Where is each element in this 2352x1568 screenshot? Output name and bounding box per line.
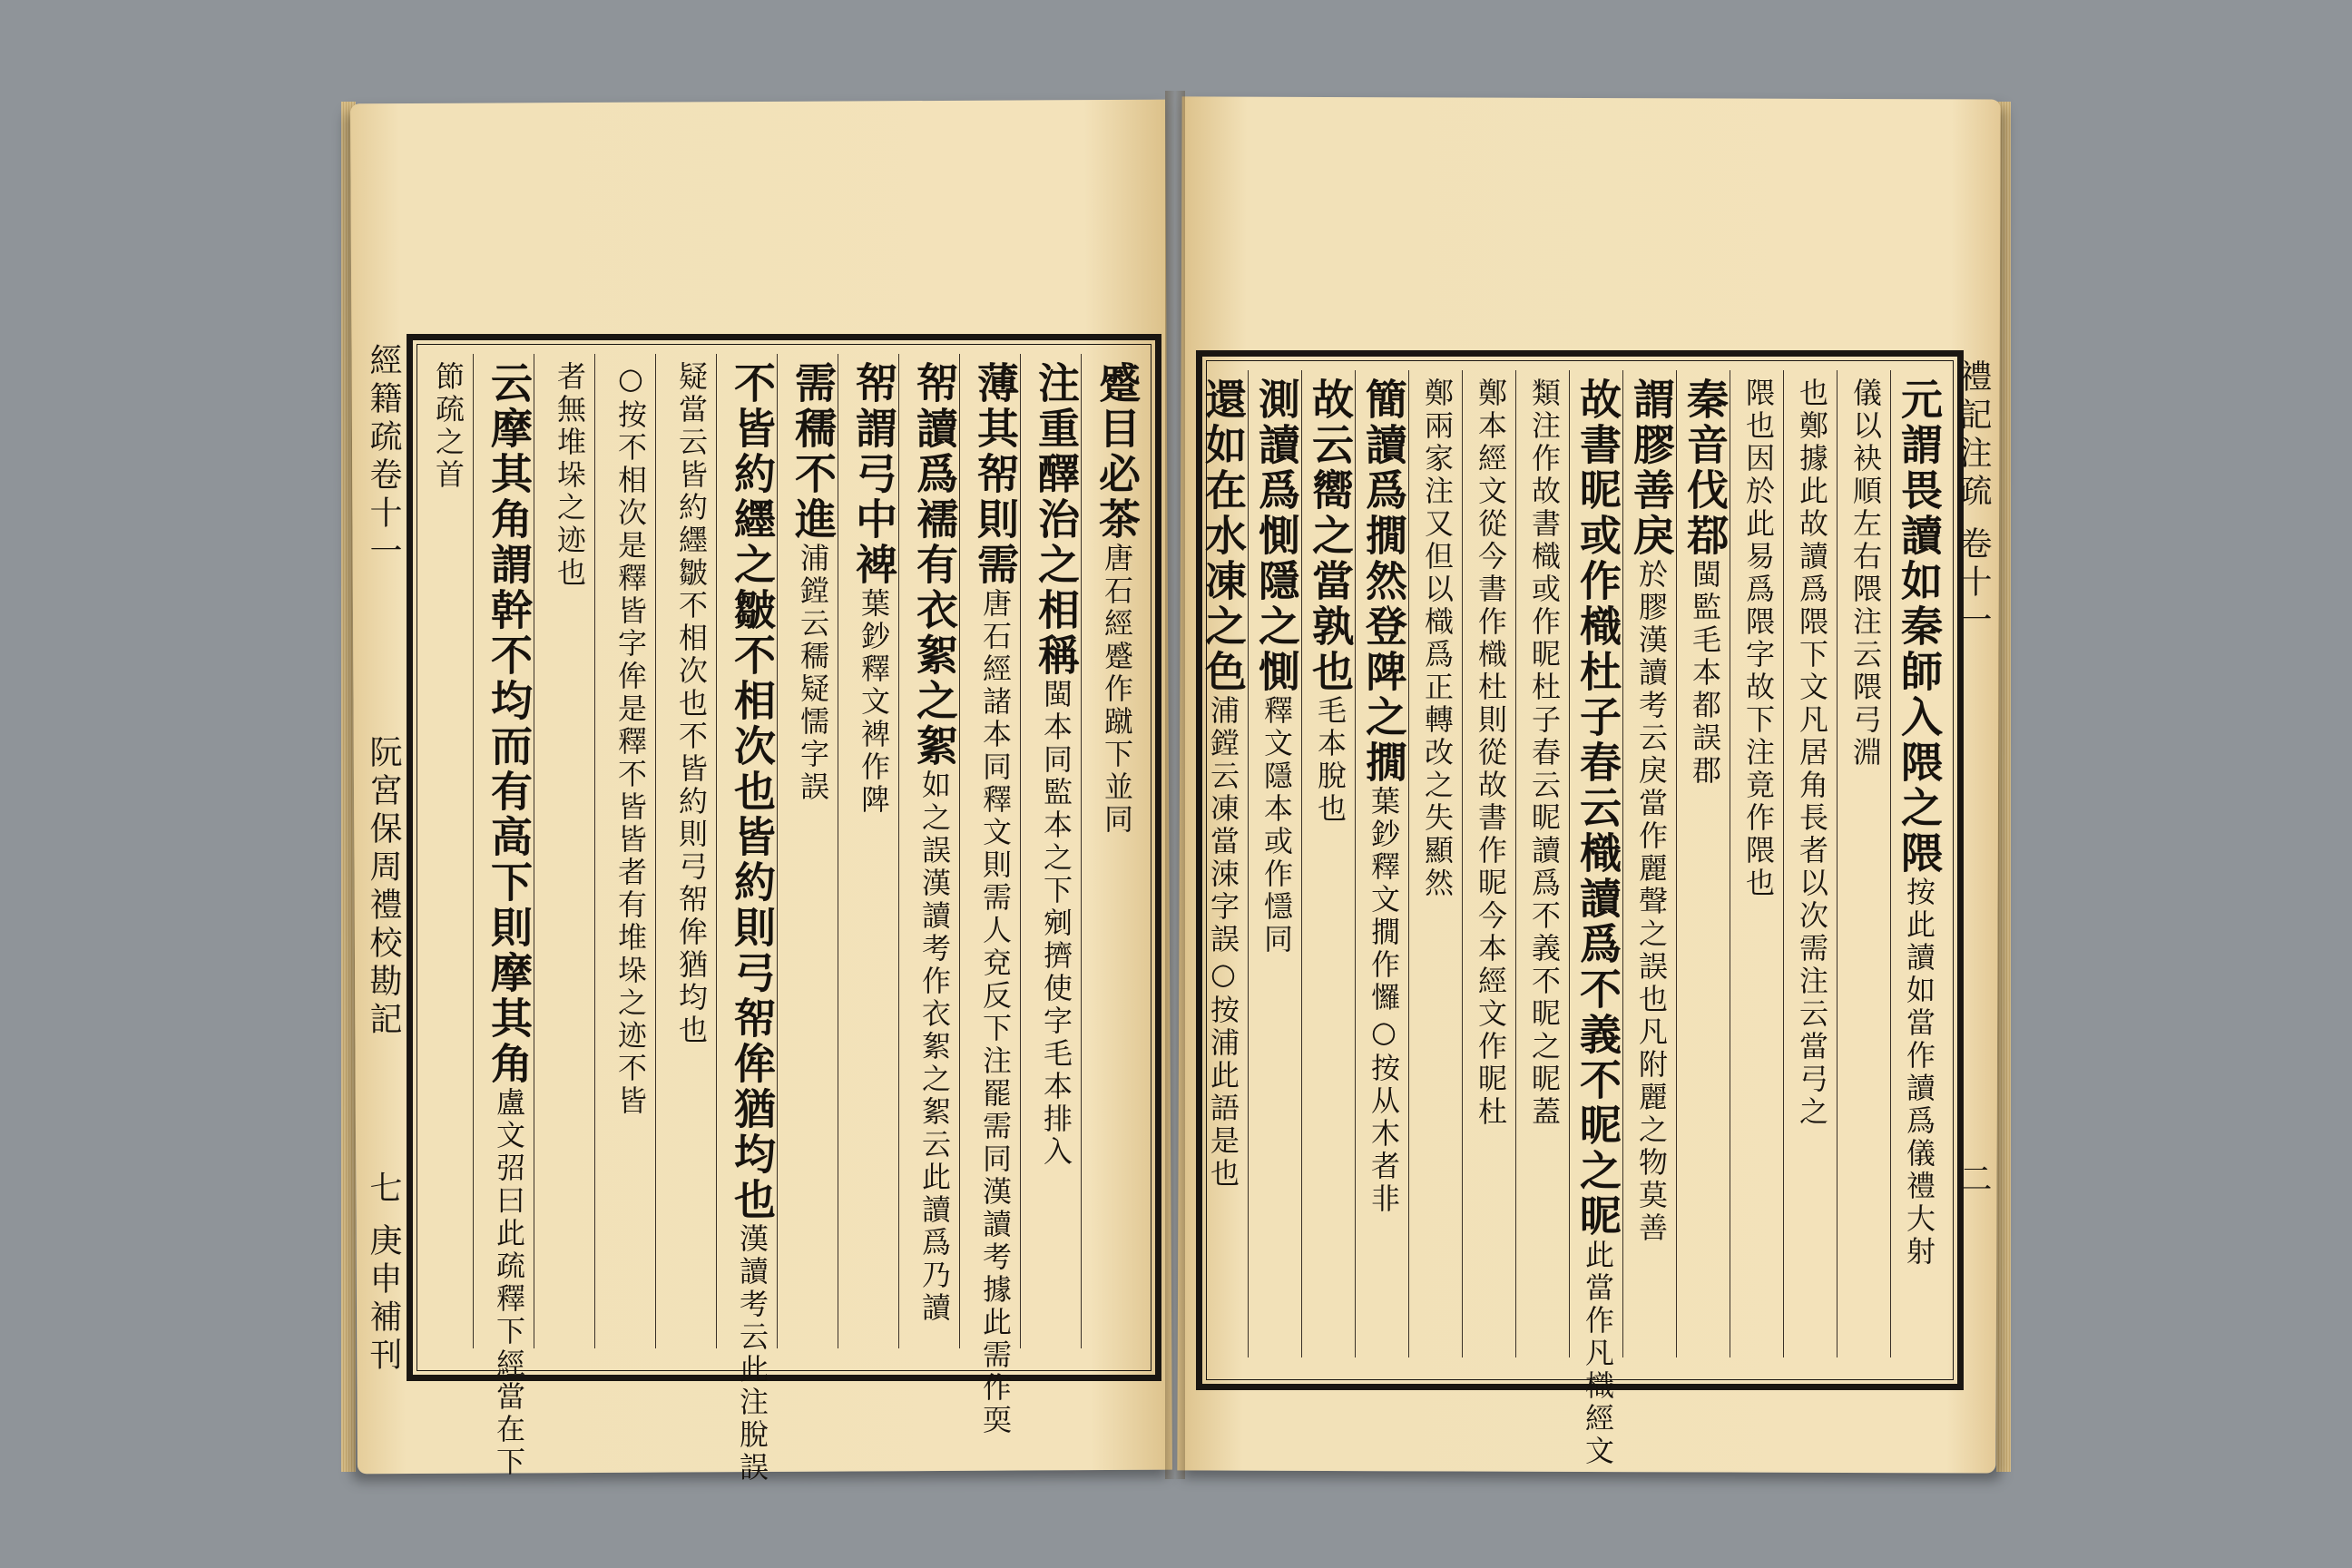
annotation-text: 鄭本經文從今書作樴杜則從故書作昵今本經文作昵杜 <box>1474 377 1508 1129</box>
text-column <box>1416 377 1458 1354</box>
left-margin-title: 經籍疏卷十一 <box>365 343 402 572</box>
annotation-text: 隈也因於此易爲隈字故下注竟作隈也 <box>1741 377 1776 900</box>
text-column <box>1627 377 1676 1354</box>
right-margin-section: 卷十一 <box>1955 526 1992 641</box>
text-column <box>906 361 959 1345</box>
text-column <box>1573 377 1622 1468</box>
annotation-text: 浦鏜云凍當涑字誤○按浦此語是也 <box>1206 695 1240 1191</box>
main-text: 云摩其角謂幹不均而有高下則摩其角 <box>485 361 534 1087</box>
main-text: 測讀爲惻隱之惻 <box>1252 377 1301 695</box>
right-margin-page-number: 二 <box>1955 1161 1992 1200</box>
annotation-text: 節疏之首 <box>431 361 466 492</box>
text-column <box>1359 377 1408 1354</box>
column-rule <box>1355 370 1356 1357</box>
annotation-text: 漢讀考云此注脫誤 <box>735 1223 769 1485</box>
main-text: 蹙目必茶 <box>1093 361 1142 543</box>
text-column <box>784 361 838 1345</box>
annotation-text: 如之誤漢讀考作衣絮之絮云此讀爲乃讀 <box>917 769 952 1325</box>
column-rule <box>777 354 778 1348</box>
annotation-text: 此當作凡樴經文 <box>1581 1240 1615 1468</box>
annotation-text: 閩本同監本之下剜擠使字毛本排入 <box>1039 679 1073 1169</box>
annotation-text: 按此讀如當作讀爲儀禮大射 <box>1902 877 1936 1269</box>
annotation-text: 於膠漢讀考云戾當作麗聲之誤也凡附麗之物莫善 <box>1634 559 1669 1245</box>
text-column <box>723 361 777 1485</box>
main-text: 故云嚮之當孰也 <box>1306 377 1355 695</box>
main-text: 帤謂弓中裨 <box>849 361 898 588</box>
text-column <box>1306 377 1355 1354</box>
main-text: 注重醳治之相稱 <box>1032 361 1081 679</box>
column-rule <box>1020 354 1021 1348</box>
main-text: 還如在水凍之色 <box>1199 377 1248 695</box>
annotation-text: 者無堆垛之迹也 <box>553 361 587 590</box>
column-rule <box>1408 370 1409 1357</box>
main-text: 需穤不進 <box>789 361 838 543</box>
annotation-text: 浦鏜云穤疑懦字誤 <box>796 543 830 804</box>
text-column <box>1737 377 1779 1354</box>
text-column <box>1199 377 1248 1354</box>
column-rule <box>898 354 899 1348</box>
text-column <box>1088 361 1142 1345</box>
text-column <box>1252 377 1301 1354</box>
column-rule <box>655 354 656 1348</box>
text-column <box>966 361 1020 1437</box>
text-column <box>1895 377 1944 1354</box>
left-margin-page-number: 七 <box>365 1171 402 1209</box>
text-column <box>480 361 534 1479</box>
column-rule <box>716 354 717 1348</box>
text-column <box>662 361 712 1345</box>
column-rule <box>1248 370 1249 1357</box>
text-column <box>1790 377 1833 1354</box>
text-column <box>602 361 652 1345</box>
column-rule <box>1783 370 1784 1357</box>
main-text: 薄其帤則需 <box>971 361 1020 588</box>
main-text: 帤讀爲襦有衣絮之絮 <box>910 361 959 769</box>
left-margin-section: 阮宮保周禮校勘記 <box>365 735 402 1040</box>
book-gutter <box>1165 91 1185 1479</box>
annotation-text: 葉鈔釋文撊作㦬○按从木者非 <box>1367 786 1401 1216</box>
column-rule <box>1462 370 1463 1357</box>
text-column <box>845 361 898 1345</box>
annotation-text: ○按不相次是釋皆字侔是釋不皆皆者有堆垛之迹不皆 <box>613 361 648 1118</box>
column-rule <box>1301 370 1302 1357</box>
column-rule <box>1622 370 1623 1357</box>
column-rule <box>473 354 474 1348</box>
right-margin-title: 禮記注疏 <box>1955 359 1992 512</box>
text-column <box>1027 361 1081 1345</box>
text-column <box>1523 377 1565 1354</box>
column-rule <box>1837 370 1838 1357</box>
text-column <box>541 361 591 1345</box>
annotation-text: 盧文弨曰此疏釋下經當在下 <box>492 1087 526 1479</box>
column-rule <box>1569 370 1570 1357</box>
annotation-text: 釋文隱本或作懚同 <box>1259 695 1294 956</box>
annotation-text: 儀以袂順左右隈注云隈弓淵 <box>1848 377 1883 769</box>
annotation-text: 葉鈔釋文裨作陴 <box>857 588 891 817</box>
main-text: 不皆約纆之皺不相次也皆約則弓帤侔猶均也 <box>728 361 777 1223</box>
annotation-text: 鄭兩家注又但以樴爲正轉改之失顯然 <box>1420 377 1455 900</box>
column-rule <box>1515 370 1516 1357</box>
main-text: 故書昵或作樴杜子春云樴讀爲不義不昵之昵 <box>1573 377 1622 1240</box>
annotation-text: 疑當云皆約纆皺不相次也不皆約則弓帤侔猶均也 <box>674 361 709 1047</box>
left-margin-reprint-note: 庚申補刊 <box>365 1223 402 1376</box>
text-column <box>419 361 469 1345</box>
annotation-text: 類注作故書樴或作昵杜子春云昵讀爲不義不昵之昵蓋 <box>1527 377 1562 1129</box>
main-text: 秦音伐鄀 <box>1681 377 1730 559</box>
column-rule <box>1081 354 1082 1348</box>
column-rule <box>1676 370 1677 1357</box>
main-text: 謂膠善戾 <box>1627 377 1676 559</box>
text-column <box>1844 377 1886 1354</box>
column-rule <box>1890 370 1891 1357</box>
column-rule <box>959 354 960 1348</box>
text-column <box>1469 377 1512 1354</box>
text-column <box>1681 377 1730 1354</box>
column-rule <box>594 354 595 1348</box>
annotation-text: 唐石經蹙作蹴下並同 <box>1100 543 1134 837</box>
annotation-text: 唐石經諸本同釋文則需人兗反下注罷需同漢讀考據此需作耎 <box>978 588 1013 1437</box>
annotation-text: 也鄭據此故讀爲隈下文凡居角長者以次需注云當弓之 <box>1795 377 1829 1129</box>
annotation-text: 毛本脫也 <box>1313 695 1348 826</box>
main-text: 元謂畏讀如秦師入隈之隈 <box>1895 377 1944 877</box>
main-text: 簡讀爲撊然登陴之撊 <box>1359 377 1408 786</box>
annotation-text: 閩監毛本都誤郡 <box>1688 559 1722 788</box>
